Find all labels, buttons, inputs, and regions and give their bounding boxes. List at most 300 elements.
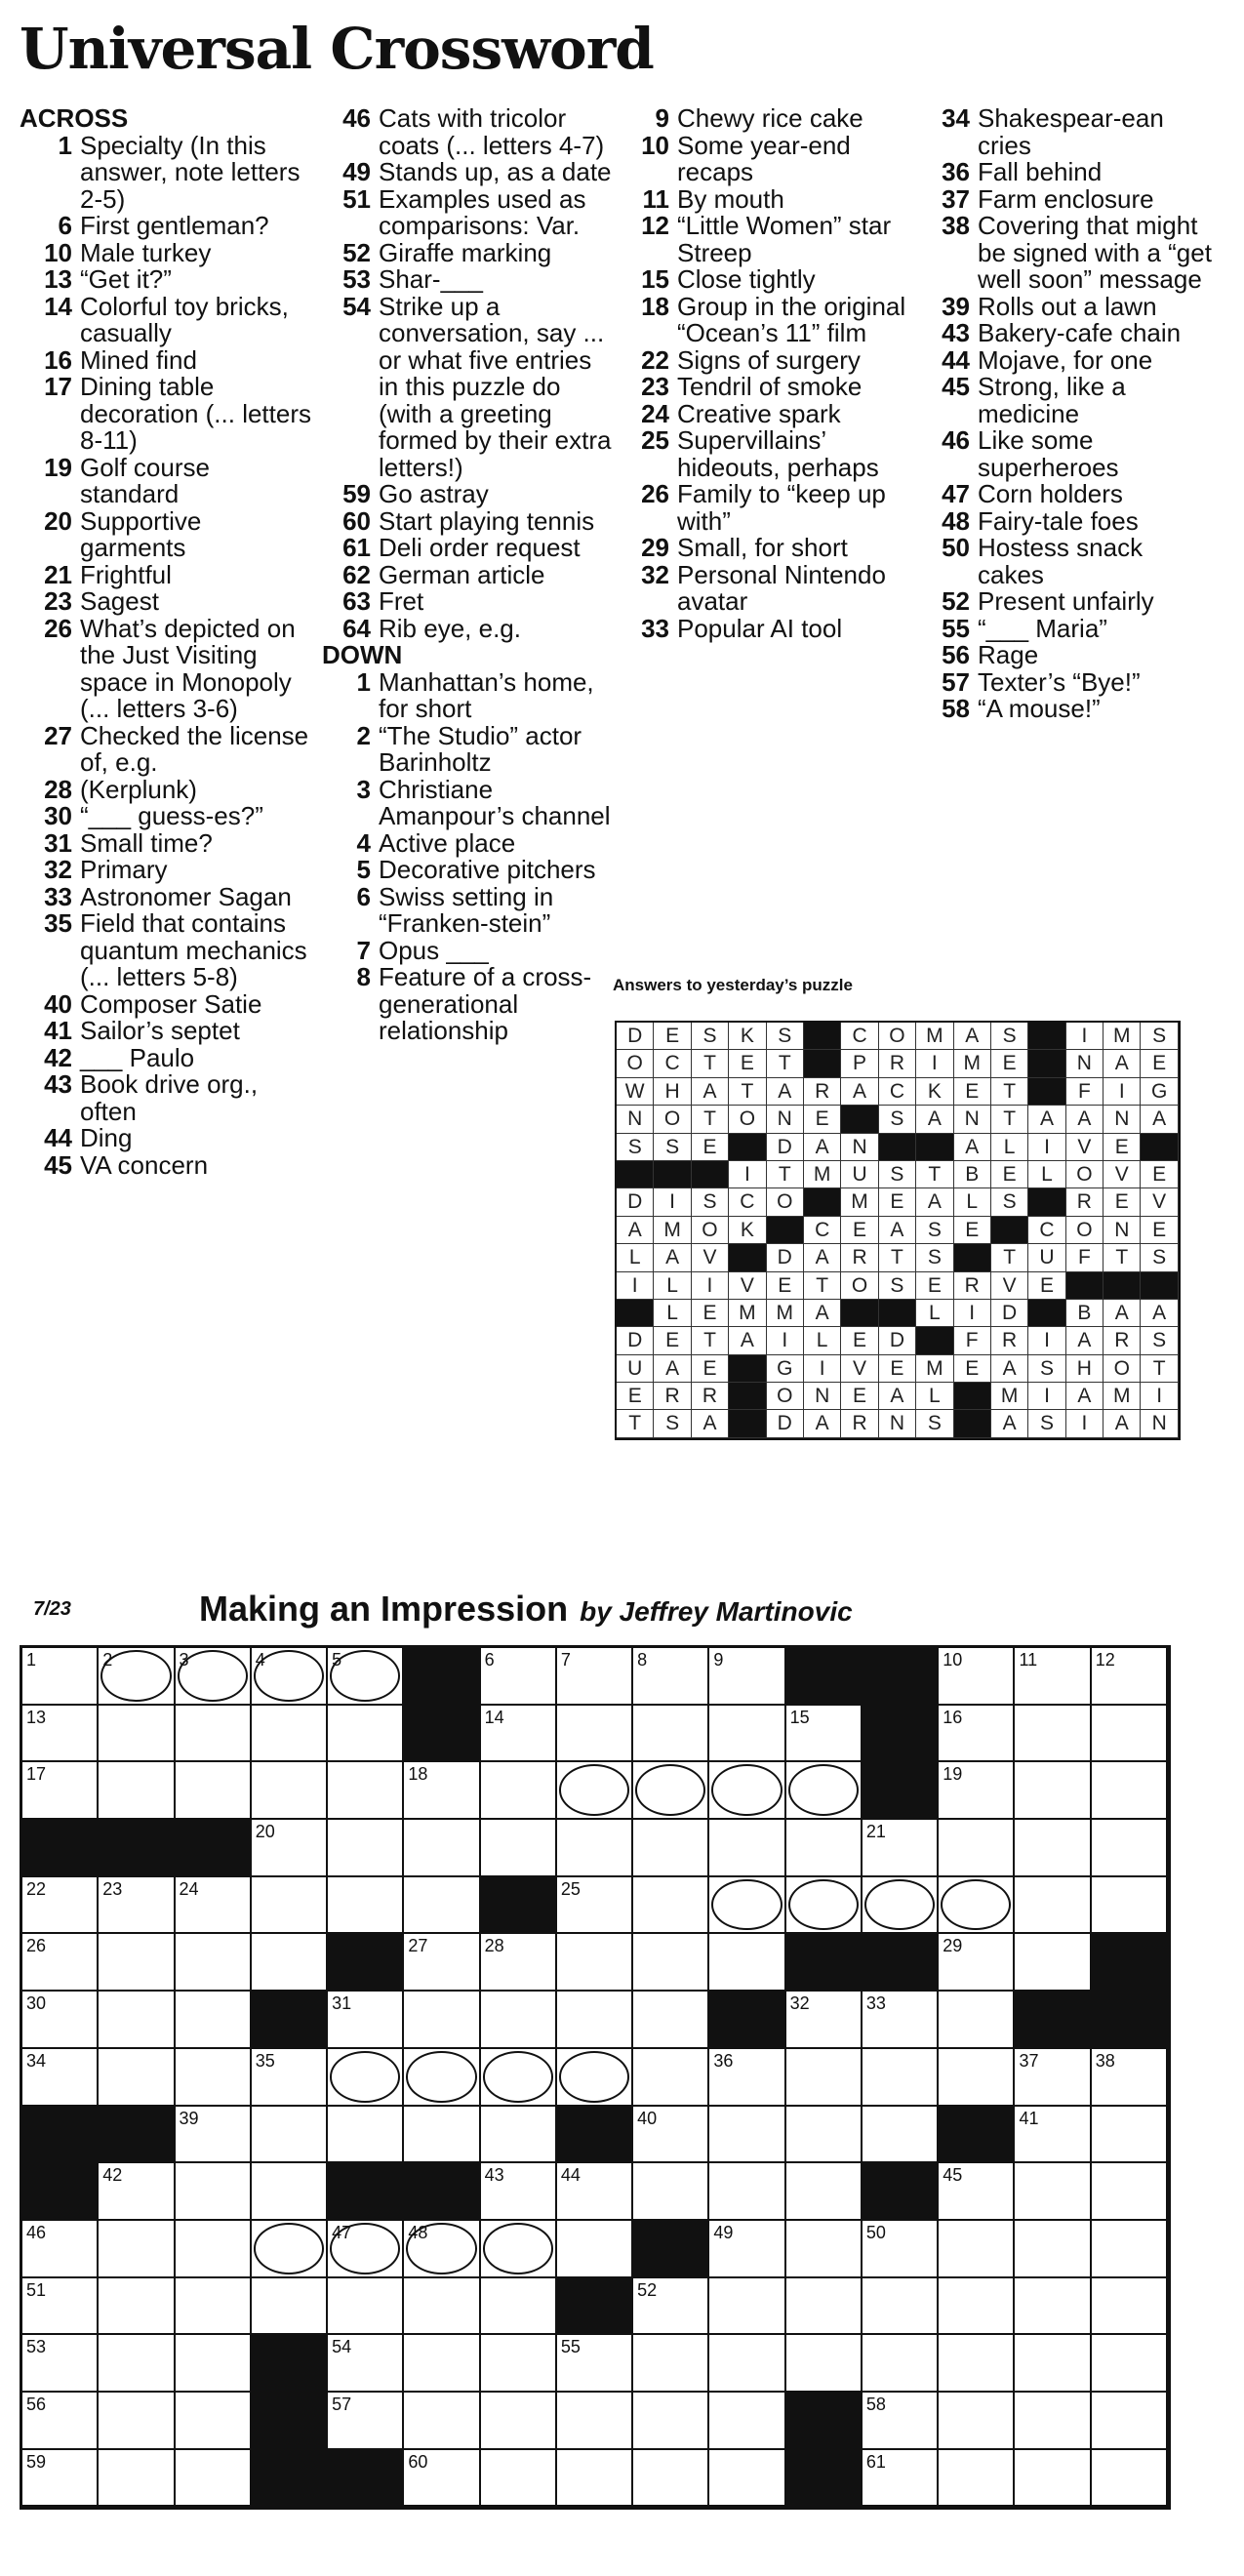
- circle-marker: [559, 1764, 629, 1816]
- circle-marker: [864, 1879, 935, 1931]
- answer-cell: G: [1141, 1078, 1178, 1106]
- grid-cell[interactable]: [557, 1877, 633, 1935]
- grid-cell[interactable]: [633, 2393, 709, 2450]
- grid-cell[interactable]: [939, 2278, 1015, 2336]
- answer-cell: C: [879, 1078, 916, 1106]
- grid-cell[interactable]: [786, 1877, 863, 1935]
- grid-cell[interactable]: [328, 2335, 404, 2393]
- clue-text: Fret: [379, 586, 424, 616]
- grid-cell[interactable]: [557, 1648, 633, 1706]
- answer-cell: A: [804, 1300, 841, 1327]
- grid-cell[interactable]: [557, 1934, 633, 1992]
- grid-cell[interactable]: [481, 2107, 557, 2164]
- grid-cell[interactable]: [1092, 1762, 1168, 1820]
- black-square: [1092, 1992, 1168, 2049]
- grid-cell[interactable]: [939, 1820, 1015, 1877]
- grid-cell[interactable]: [176, 2450, 252, 2508]
- grid-cell[interactable]: [1015, 2163, 1091, 2221]
- grid-cell[interactable]: [22, 2450, 99, 2508]
- grid-cell[interactable]: [557, 2335, 633, 2393]
- grid-cell[interactable]: [633, 1762, 709, 1820]
- grid-cell[interactable]: [1092, 2450, 1168, 2508]
- grid-cell[interactable]: [99, 1762, 175, 1820]
- answer-cell: K: [729, 1217, 766, 1244]
- grid-cell[interactable]: [1092, 2221, 1168, 2278]
- grid-cell[interactable]: [328, 1648, 404, 1706]
- grid-cell[interactable]: [939, 1934, 1015, 1992]
- black-square: [99, 1820, 175, 1877]
- grid-cell[interactable]: [252, 2278, 328, 2336]
- grid-cell[interactable]: [328, 2278, 404, 2336]
- grid-cell[interactable]: [99, 1706, 175, 1763]
- answer-cell: S: [916, 1217, 953, 1244]
- answer-cell: N: [841, 1134, 878, 1161]
- answer-block: [1028, 1188, 1065, 1216]
- answer-block: [1141, 1272, 1178, 1300]
- grid-cell[interactable]: [557, 2049, 633, 2107]
- grid-cell[interactable]: [1092, 1706, 1168, 1763]
- grid-cell[interactable]: [709, 2163, 785, 2221]
- grid-cell[interactable]: [786, 2107, 863, 2164]
- grid-cell[interactable]: [633, 1934, 709, 1992]
- grid-cell[interactable]: [99, 1877, 175, 1935]
- grid-cell[interactable]: [786, 2335, 863, 2393]
- grid-cell[interactable]: [633, 1648, 709, 1706]
- black-square: [481, 1877, 557, 1935]
- grid-cell[interactable]: [252, 1877, 328, 1935]
- grid-cell[interactable]: [252, 2107, 328, 2164]
- grid-cell[interactable]: [863, 1992, 939, 2049]
- grid-cell[interactable]: [1015, 1648, 1091, 1706]
- grid-cell[interactable]: [99, 2393, 175, 2450]
- clue-text: Supportive garments: [80, 505, 202, 562]
- grid-cell[interactable]: [786, 2049, 863, 2107]
- grid-cell[interactable]: [176, 2107, 252, 2164]
- black-square: [22, 1820, 99, 1877]
- across-clue: [20, 344, 312, 375]
- grid-cell[interactable]: [786, 2278, 863, 2336]
- clue-text: “Get it?”: [80, 264, 172, 294]
- grid-cell[interactable]: [557, 1820, 633, 1877]
- grid-cell[interactable]: [481, 2221, 557, 2278]
- cell-number: 61: [865, 2451, 886, 2472]
- grid-cell[interactable]: [1015, 2450, 1091, 2508]
- clue-text: Group in the original “Ocean’s 11” film: [677, 291, 906, 347]
- down-clue: [621, 213, 913, 266]
- grid-cell[interactable]: [99, 2163, 175, 2221]
- grid-cell[interactable]: [709, 2335, 785, 2393]
- grid-cell[interactable]: [176, 2221, 252, 2278]
- grid-cell[interactable]: [1092, 2278, 1168, 2336]
- grid-cell[interactable]: [1092, 2163, 1168, 2221]
- across-clue: [322, 535, 615, 562]
- clue-number: 19: [44, 452, 72, 482]
- answer-cell: V: [991, 1272, 1028, 1300]
- grid-cell[interactable]: [404, 1992, 480, 2049]
- grid-cell[interactable]: [863, 2221, 939, 2278]
- grid-cell[interactable]: [176, 1934, 252, 1992]
- across-clue: [20, 452, 312, 508]
- clue-text: Hostess snack cakes: [978, 533, 1144, 589]
- grid-cell[interactable]: [481, 2335, 557, 2393]
- grid-cell[interactable]: [863, 2450, 939, 2508]
- grid-cell[interactable]: [709, 2107, 785, 2164]
- clue-text: Mined find: [80, 344, 197, 375]
- answer-cell: R: [654, 1383, 691, 1410]
- cell-number: 33: [865, 1993, 886, 2014]
- grid-cell[interactable]: [404, 2107, 480, 2164]
- answer-cell: S: [692, 1023, 729, 1050]
- circle-marker: [330, 2051, 400, 2103]
- grid-cell[interactable]: [252, 2049, 328, 2107]
- cell-number: 34: [26, 2050, 47, 2071]
- grid-cell[interactable]: [328, 2049, 404, 2107]
- grid-cell[interactable]: [99, 2278, 175, 2336]
- grid-cell[interactable]: [786, 1820, 863, 1877]
- grid-cell[interactable]: [404, 1934, 480, 1992]
- answer-block: [1028, 1078, 1065, 1106]
- answer-block: [841, 1300, 878, 1327]
- grid-cell[interactable]: [939, 2450, 1015, 2508]
- cell-number: 53: [26, 2337, 47, 2357]
- grid-cell[interactable]: [633, 1820, 709, 1877]
- grid-cell[interactable]: [633, 2335, 709, 2393]
- grid-cell[interactable]: [176, 1877, 252, 1935]
- grid-cell[interactable]: [22, 2278, 99, 2336]
- clue-number: 15: [641, 264, 669, 294]
- clue-number: 59: [342, 479, 371, 508]
- answer-cell: M: [916, 1023, 953, 1050]
- answer-cell: O: [692, 1217, 729, 1244]
- grid-cell[interactable]: [22, 1762, 99, 1820]
- grid-cell[interactable]: [1092, 1648, 1168, 1706]
- grid-cell[interactable]: [22, 2049, 99, 2107]
- grid-cell[interactable]: [328, 1762, 404, 1820]
- cell-number: 12: [1095, 1650, 1115, 1670]
- grid-cell[interactable]: [709, 1648, 785, 1706]
- clue-number: 49: [342, 157, 371, 186]
- clue-column-3: [621, 105, 913, 642]
- grid-cell[interactable]: [863, 2107, 939, 2164]
- answer-cell: A: [1066, 1327, 1104, 1354]
- down-clue: [921, 374, 1214, 427]
- grid-cell[interactable]: [22, 1934, 99, 1992]
- grid-cell[interactable]: [1015, 1820, 1091, 1877]
- grid-cell[interactable]: [863, 2278, 939, 2336]
- grid-cell[interactable]: [404, 2278, 480, 2336]
- grid-cell[interactable]: [252, 1762, 328, 1820]
- grid-cell[interactable]: [1092, 2335, 1168, 2393]
- grid-cell[interactable]: [709, 1706, 785, 1763]
- cell-number: 45: [943, 2165, 963, 2186]
- grid-cell[interactable]: [709, 2450, 785, 2508]
- grid-cell[interactable]: [404, 2049, 480, 2107]
- answer-cell: T: [692, 1050, 729, 1077]
- circle-marker: [711, 1764, 782, 1816]
- grid-cell[interactable]: [1015, 1934, 1091, 1992]
- grid-cell[interactable]: [709, 1877, 785, 1935]
- grid-cell[interactable]: [176, 2278, 252, 2336]
- grid-cell[interactable]: [709, 1762, 785, 1820]
- answer-cell: S: [1028, 1410, 1065, 1437]
- grid-cell[interactable]: [1015, 2393, 1091, 2450]
- grid-cell[interactable]: [709, 1934, 785, 1992]
- answer-cell: E: [954, 1355, 991, 1383]
- down-clue: [322, 666, 615, 723]
- grid-cell[interactable]: [863, 1877, 939, 1935]
- grid-cell[interactable]: [481, 2450, 557, 2508]
- grid-cell[interactable]: [176, 1992, 252, 2049]
- across-clue: [20, 559, 312, 589]
- grid-cell[interactable]: [252, 1934, 328, 1992]
- clue-number: 22: [641, 344, 669, 375]
- grid-cell[interactable]: [99, 2450, 175, 2508]
- grid-cell[interactable]: [22, 2221, 99, 2278]
- clue-text: Strike up a conversation, say ... or what five entries in this puzzle do (with a greeting formed by their extra letters!): [379, 291, 612, 482]
- grid-cell[interactable]: [328, 1706, 404, 1763]
- grid-cell[interactable]: [939, 1648, 1015, 1706]
- answer-cell: A: [841, 1078, 878, 1106]
- clue-number: 50: [942, 533, 970, 562]
- cell-number: 43: [484, 2165, 504, 2186]
- answer-cell: I: [654, 1188, 691, 1216]
- answer-cell: A: [654, 1355, 691, 1383]
- grid-cell[interactable]: [786, 2163, 863, 2221]
- grid-cell[interactable]: [1015, 2335, 1091, 2393]
- grid-cell[interactable]: [709, 2221, 785, 2278]
- clue-number: 24: [641, 398, 669, 428]
- answer-cell: D: [767, 1244, 804, 1271]
- answer-cell: E: [804, 1106, 841, 1133]
- answer-cell: R: [991, 1327, 1028, 1354]
- grid-cell[interactable]: [939, 1762, 1015, 1820]
- clue-text: Manhattan’s home, for short: [379, 666, 594, 723]
- grid-cell[interactable]: [939, 1877, 1015, 1935]
- grid-cell[interactable]: [633, 2450, 709, 2508]
- grid-cell[interactable]: [99, 1992, 175, 2049]
- grid-cell[interactable]: [633, 1706, 709, 1763]
- grid-cell[interactable]: [328, 1992, 404, 2049]
- grid-cell[interactable]: [1015, 1706, 1091, 1763]
- grid-cell[interactable]: [939, 2393, 1015, 2450]
- answer-block: [1066, 1272, 1104, 1300]
- grid-cell[interactable]: [404, 2221, 480, 2278]
- grid-cell[interactable]: [939, 2221, 1015, 2278]
- grid-cell[interactable]: [22, 2393, 99, 2450]
- answer-block: [729, 1355, 766, 1383]
- answer-cell: I: [1028, 1327, 1065, 1354]
- answer-cell: I: [1141, 1383, 1178, 1410]
- answer-cell: A: [617, 1217, 654, 1244]
- grid-cell[interactable]: [22, 2335, 99, 2393]
- grid-cell[interactable]: [633, 1877, 709, 1935]
- grid-cell[interactable]: [22, 1877, 99, 1935]
- grid-cell[interactable]: [939, 2335, 1015, 2393]
- grid-cell[interactable]: [481, 1762, 557, 1820]
- answer-cell: R: [692, 1383, 729, 1410]
- grid-cell[interactable]: [481, 2163, 557, 2221]
- grid-cell[interactable]: [404, 2335, 480, 2393]
- grid-cell[interactable]: [176, 2049, 252, 2107]
- grid-cell[interactable]: [1092, 1877, 1168, 1935]
- grid-cell[interactable]: [99, 2049, 175, 2107]
- grid-cell[interactable]: [939, 1706, 1015, 1763]
- grid-cell[interactable]: [1015, 2107, 1091, 2164]
- grid-cell[interactable]: [786, 1992, 863, 2049]
- grid-cell[interactable]: [176, 1762, 252, 1820]
- grid-cell[interactable]: [481, 2278, 557, 2336]
- grid-cell[interactable]: [328, 1820, 404, 1877]
- answer-cell: M: [1104, 1023, 1141, 1050]
- grid-cell[interactable]: [481, 1706, 557, 1763]
- down-clue: [621, 481, 913, 535]
- answer-cell: O: [1066, 1217, 1104, 1244]
- grid-cell[interactable]: [557, 2221, 633, 2278]
- grid-cell[interactable]: [709, 2393, 785, 2450]
- grid-cell[interactable]: [557, 1762, 633, 1820]
- grid-cell[interactable]: [1015, 1877, 1091, 1935]
- grid-cell[interactable]: [252, 1648, 328, 1706]
- answer-cell: S: [654, 1410, 691, 1437]
- black-square: [99, 2107, 175, 2164]
- clue-text: “The Studio” actor Barinholtz: [379, 720, 582, 777]
- answer-cell: I: [692, 1272, 729, 1300]
- grid-cell[interactable]: [557, 2393, 633, 2450]
- grid-cell[interactable]: [633, 2049, 709, 2107]
- answer-cell: T: [1104, 1244, 1141, 1271]
- grid-cell[interactable]: [557, 1992, 633, 2049]
- grid-cell[interactable]: [633, 2107, 709, 2164]
- grid-cell[interactable]: [481, 1992, 557, 2049]
- grid-cell[interactable]: [786, 1706, 863, 1763]
- black-square: [252, 1992, 328, 2049]
- grid-cell[interactable]: [22, 1648, 99, 1706]
- clue-number: 64: [342, 613, 371, 643]
- grid-cell[interactable]: [328, 2107, 404, 2164]
- grid-cell[interactable]: [22, 1706, 99, 1763]
- grid-cell[interactable]: [481, 1648, 557, 1706]
- clue-number: 63: [342, 586, 371, 616]
- grid-cell[interactable]: [939, 2163, 1015, 2221]
- answer-cell: I: [767, 1327, 804, 1354]
- grid-cell[interactable]: [404, 1877, 480, 1935]
- black-square: [863, 1648, 939, 1706]
- grid-cell[interactable]: [1092, 2049, 1168, 2107]
- grid-cell[interactable]: [176, 2393, 252, 2450]
- grid-cell[interactable]: [176, 2163, 252, 2221]
- grid-cell[interactable]: [557, 2450, 633, 2508]
- clue-text: Sailor’s septet: [80, 1016, 240, 1045]
- answer-cell: L: [654, 1272, 691, 1300]
- grid-cell[interactable]: [786, 2221, 863, 2278]
- down-clue: [921, 666, 1214, 697]
- grid-cell[interactable]: [939, 1992, 1015, 2049]
- grid-cell[interactable]: [328, 2221, 404, 2278]
- grid-cell[interactable]: [1015, 2221, 1091, 2278]
- grid-cell[interactable]: [863, 2335, 939, 2393]
- down-clue: [322, 827, 615, 858]
- grid-cell[interactable]: [404, 1820, 480, 1877]
- grid-cell[interactable]: [176, 1648, 252, 1706]
- answer-cell: H: [1066, 1355, 1104, 1383]
- across-clue: [322, 183, 615, 240]
- grid-cell[interactable]: [709, 1820, 785, 1877]
- answer-block: [954, 1410, 991, 1437]
- clue-number: 1: [58, 130, 72, 160]
- grid-cell[interactable]: [252, 2221, 328, 2278]
- grid-cell[interactable]: [404, 2450, 480, 2508]
- grid-cell[interactable]: [1015, 1762, 1091, 1820]
- answer-cell: L: [916, 1300, 953, 1327]
- clue-text: Active place: [379, 827, 516, 858]
- answer-cell: E: [916, 1272, 953, 1300]
- grid-cell[interactable]: [404, 2393, 480, 2450]
- grid-cell[interactable]: [252, 2163, 328, 2221]
- grid-cell[interactable]: [633, 1992, 709, 2049]
- grid-cell[interactable]: [633, 2163, 709, 2221]
- grid-cell[interactable]: [863, 2049, 939, 2107]
- grid-cell[interactable]: [557, 1706, 633, 1763]
- answer-cell: E: [1141, 1217, 1178, 1244]
- grid-cell[interactable]: [481, 2393, 557, 2450]
- grid-cell[interactable]: [252, 1706, 328, 1763]
- grid-cell[interactable]: [863, 1820, 939, 1877]
- clue-number: 1: [356, 666, 371, 697]
- across-clue: [322, 559, 615, 589]
- grid-cell[interactable]: [1092, 2107, 1168, 2164]
- across-clue: [20, 213, 312, 240]
- grid-cell[interactable]: [709, 2049, 785, 2107]
- clue-text: Go astray: [379, 479, 489, 508]
- clue-text: Frightful: [80, 559, 172, 589]
- grid-cell[interactable]: [328, 1877, 404, 1935]
- grid-cell[interactable]: [176, 1706, 252, 1763]
- grid-cell[interactable]: [863, 2393, 939, 2450]
- answer-block: [879, 1300, 916, 1327]
- grid-cell[interactable]: [481, 1820, 557, 1877]
- grid-cell[interactable]: [99, 1934, 175, 1992]
- clue-text: Farm enclosure: [978, 183, 1154, 214]
- grid-cell[interactable]: [1092, 1820, 1168, 1877]
- grid-cell[interactable]: [328, 2393, 404, 2450]
- clue-column-2: [322, 105, 615, 1045]
- grid-cell[interactable]: [22, 1992, 99, 2049]
- grid-cell[interactable]: [1015, 2049, 1091, 2107]
- grid-cell[interactable]: [709, 2278, 785, 2336]
- clue-number: 29: [641, 533, 669, 562]
- answer-cell: S: [879, 1161, 916, 1188]
- grid-cell[interactable]: [481, 2049, 557, 2107]
- answer-cell: A: [916, 1188, 953, 1216]
- grid-cell[interactable]: [252, 1820, 328, 1877]
- grid-cell[interactable]: [633, 2278, 709, 2336]
- grid-cell[interactable]: [99, 1648, 175, 1706]
- answer-block: [729, 1383, 766, 1410]
- cell-number: 52: [637, 2279, 658, 2300]
- grid-cell[interactable]: [939, 2049, 1015, 2107]
- grid-cell[interactable]: [481, 1934, 557, 1992]
- answer-cell: E: [1141, 1161, 1178, 1188]
- grid-cell[interactable]: [557, 2163, 633, 2221]
- grid-cell[interactable]: [99, 2221, 175, 2278]
- grid-cell[interactable]: [1092, 2393, 1168, 2450]
- clue-text: Feature of a cross-generational relationship: [379, 962, 592, 1045]
- grid-cell[interactable]: [176, 2335, 252, 2393]
- grid-cell[interactable]: [1015, 2278, 1091, 2336]
- grid-cell[interactable]: [404, 1762, 480, 1820]
- grid-cell[interactable]: [99, 2335, 175, 2393]
- grid-cell[interactable]: [786, 1762, 863, 1820]
